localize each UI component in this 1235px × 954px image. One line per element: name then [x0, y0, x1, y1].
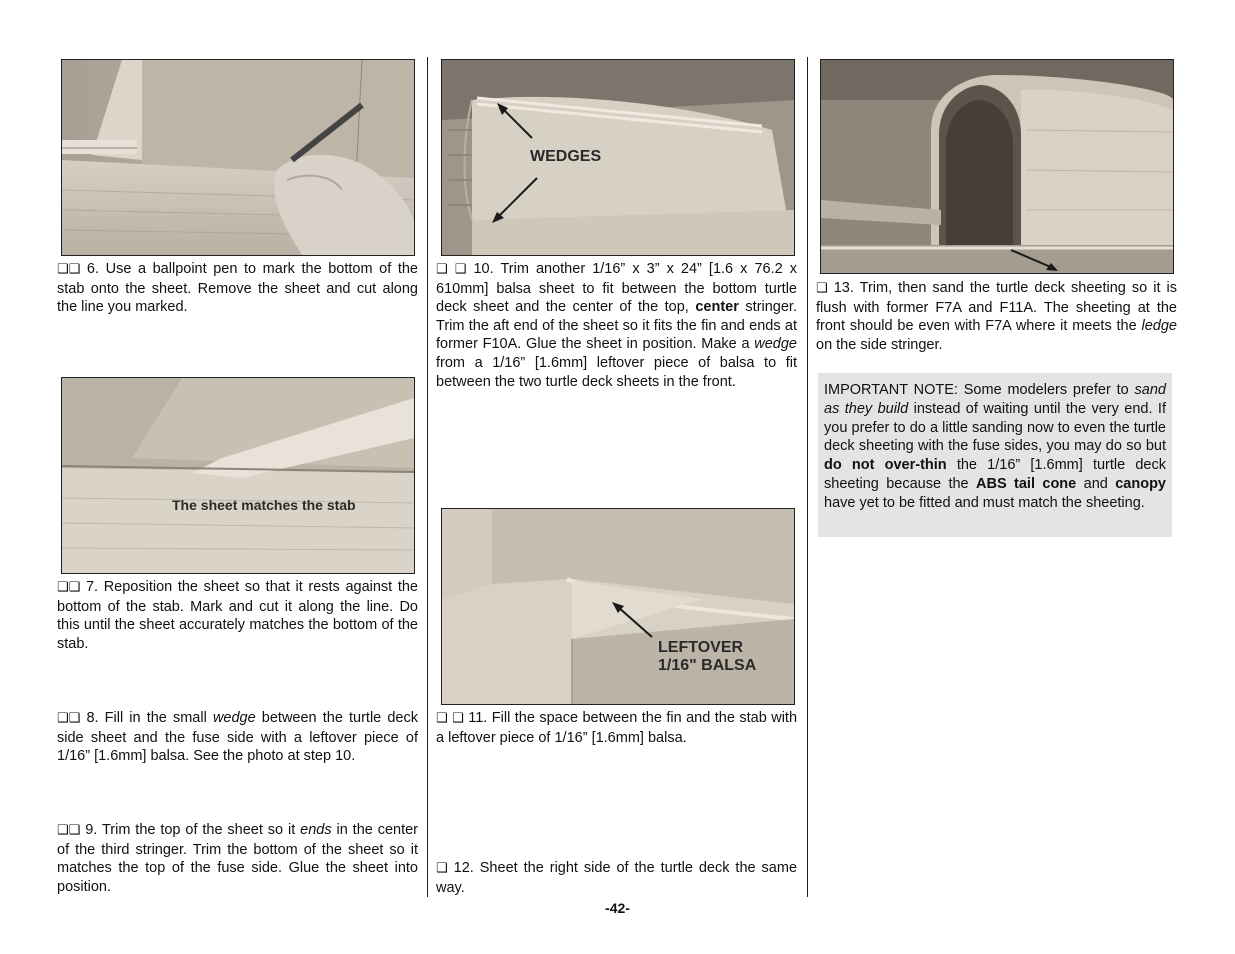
- note-strong: canopy: [1115, 475, 1166, 492]
- step-10-text: [436, 260, 797, 391]
- page-number: -42-: [605, 900, 630, 916]
- step-13-text: [816, 279, 1177, 354]
- step-body: Use a ballpoint pen to mark the bottom of the stab onto the sheet. Remove the sheet and cut along the line you marked.: [57, 261, 418, 316]
- checkbox-icon[interactable]: ❑: [68, 262, 81, 277]
- step-body: between the turtle deck side sheet and the fuse side with a leftover piece of 1/16” [1.6mm] balsa. See the photo at step 10.: [57, 710, 418, 765]
- checkbox-icon[interactable]: ❑: [436, 711, 448, 726]
- checkbox-icon[interactable]: ❑: [68, 580, 81, 595]
- note-text: have yet to be fitted and must match the sheeting.: [824, 494, 1145, 511]
- step-body: on the side stringer.: [816, 336, 943, 353]
- step-body: from a 1/16” [1.6mm] leftover piece of balsa to fit between the two turtle deck sheets in the front.: [436, 354, 797, 390]
- note-text: instead of waiting until the very end. If you prefer to do a little sanding now to even the turtle deck sheeting with the fuse sides, you may do so but: [824, 400, 1166, 455]
- photo-step-6: [61, 59, 415, 256]
- step-7-text: [57, 578, 418, 653]
- step-emphasis: ledge: [1141, 318, 1177, 335]
- step-12-text: [436, 859, 797, 897]
- note-text: the 1/16” [1.6mm] turtle deck sheeting because the: [824, 457, 1167, 492]
- photo-step-11: [441, 508, 795, 705]
- step-body: Fill in the small: [104, 710, 213, 726]
- important-note: [818, 373, 1172, 537]
- step-emphasis: wedge: [754, 336, 797, 353]
- step-body: Trim another 1/16” x 3” x 24” [1.6 x 76.2 x 610mm] balsa sheet to fit between the bottom turtle deck sheet and the center of the top,: [436, 261, 798, 316]
- checkbox-icon[interactable]: ❑: [436, 262, 448, 277]
- step-8-text: [57, 709, 418, 766]
- step-body: in the center of the third stringer. Trim the bottom of the sheet so it matches the top of the fuse side. Glue the sheet into position.: [57, 822, 419, 895]
- photo-11-label-line1: LEFTOVER: [658, 639, 744, 656]
- step-emphasis: wedge: [212, 710, 256, 726]
- checkbox-icon[interactable]: ❑: [452, 711, 464, 726]
- step-body: Sheet the right side of the turtle deck the same way.: [436, 860, 798, 896]
- note-text: IMPORTANT NOTE: Some modelers prefer to: [824, 382, 1135, 398]
- step-body: Reposition the sheet so that it rests against the bottom of the stab. Mark and cut it along the line. Do this until the sheet accurately matches the bottom of the stab.: [57, 579, 418, 652]
- checkbox-icon[interactable]: ❑: [816, 281, 828, 296]
- step-body: Trim the top of the sheet so it: [101, 822, 301, 838]
- photo-7-label: The sheet matches the stab: [172, 497, 356, 513]
- checkbox-icon[interactable]: ❑: [57, 262, 69, 277]
- step-number: 12.: [453, 860, 474, 876]
- photo-step-13: [820, 59, 1174, 274]
- photo-step-10: [441, 59, 795, 256]
- step-9-text: [57, 821, 418, 896]
- step-6-text: [57, 260, 418, 317]
- step-emphasis: ends: [300, 822, 332, 838]
- step-number: 6.: [86, 261, 99, 277]
- step-body: Fill the space between the fin and the stab with a leftover piece of 1/16” [1.6mm] balsa.: [436, 710, 798, 746]
- step-number: 7.: [85, 579, 99, 595]
- column-divider-right: [807, 57, 808, 897]
- checkbox-icon[interactable]: ❑: [57, 711, 69, 726]
- note-strong: do not over-thin: [824, 457, 947, 474]
- step-number: 13.: [833, 280, 854, 296]
- checkbox-icon[interactable]: ❑: [68, 711, 81, 726]
- step-body: Trim, then sand the turtle deck sheeting so it is flush with former F7A and F11A. The sheeting at the front should be even with F7A where it meets the: [816, 280, 1177, 335]
- note-strong: ABS tail cone: [976, 475, 1077, 492]
- step-strong: center: [695, 299, 739, 316]
- checkbox-icon[interactable]: ❑: [68, 823, 81, 838]
- checkbox-icon[interactable]: ❑: [57, 580, 69, 595]
- photo-10-label: WEDGES: [530, 148, 602, 165]
- note-text: and: [1076, 475, 1116, 492]
- checkbox-icon[interactable]: ❑: [436, 861, 448, 876]
- photo-step-7: [61, 377, 415, 574]
- photo-11-label: [658, 639, 756, 674]
- step-number: 11.: [468, 710, 488, 726]
- step-body: stringer. Trim the aft end of the sheet so it fits the fin and ends at former F10A. Glue the sheet in position. Make a: [436, 299, 797, 353]
- step-11-text: [436, 709, 797, 747]
- step-number: 10.: [473, 261, 494, 277]
- step-number: 8.: [86, 710, 99, 726]
- note-emphasis: sand as they build: [824, 382, 1166, 417]
- step-number: 9.: [85, 822, 98, 838]
- checkbox-icon[interactable]: ❑: [454, 262, 467, 277]
- photo-11-label-line2: 1/16" BALSA: [658, 656, 757, 674]
- checkbox-icon[interactable]: ❑: [57, 823, 69, 838]
- column-divider-left: [427, 57, 428, 897]
